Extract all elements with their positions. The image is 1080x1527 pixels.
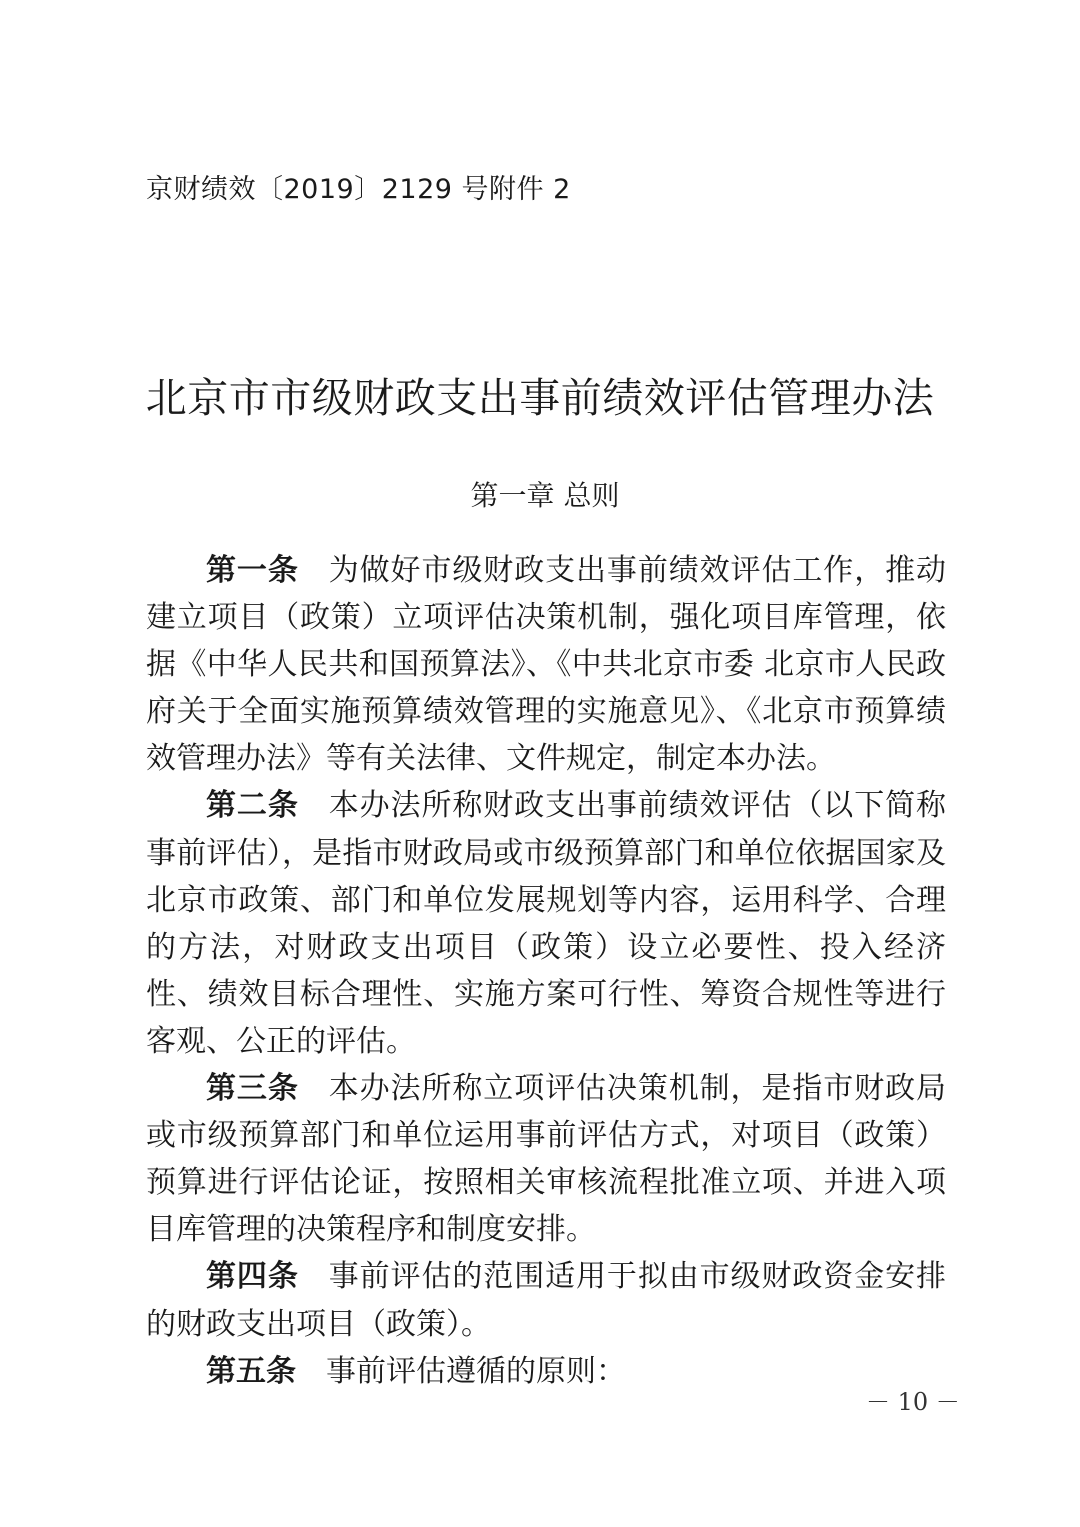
document-body (146, 547, 946, 1395)
article-text: 本办法所称立项评估决策机制，是指市财政局或市级预算部门和单位运用事前评估方式，对项目（政策）预算进行评估论证，按照相关审核流程批准立项、并进入项目库管理的决策程序和制度安排。 (146, 1071, 947, 1248)
article-label: 第五条 (206, 1353, 296, 1389)
document-number: 京财绩效〔2019〕2129 号附件 2 (146, 174, 571, 205)
page-number: － 10 － (866, 1388, 960, 1416)
document-title: 北京市市级财政支出事前绩效评估管理办法 (145, 374, 935, 422)
article-label: 第三条 (206, 1071, 299, 1107)
article-text: 为做好市级财政支出事前绩效评估工作，推动建立项目（政策）立项评估决策机制，强化项目库管理，依据《中华人民共和国预算法》、《中共北京市委 北京市人民政府关于全面实施预算绩效管理的实施意见》、《北京市预算绩效管理办法》等有关法律、文件规定，制定本办法。 (146, 553, 947, 777)
article-2 (146, 782, 946, 1065)
article-label: 第四条 (206, 1259, 299, 1295)
article-label: 第一条 (206, 553, 299, 588)
article-5 (146, 1348, 946, 1395)
article-3 (146, 1065, 946, 1253)
article-label: 第二条 (206, 788, 299, 824)
article-4 (146, 1253, 946, 1347)
article-text: 本办法所称财政支出事前绩效评估（以下简称事前评估），是指市财政局或市级预算部门和单位依据国家及北京市政策、部门和单位发展规划等内容，运用科学、合理的方法，对财政支出项目（政策）设立必要性、投入经济性、绩效目标合理性、实施方案可行性、筹资合规性等进行客观、公正的评估。 (146, 788, 947, 1059)
article-1 (146, 547, 946, 782)
article-text: 事前评估的范围适用于拟由市级财政资金安排的财政支出项目（政策）。 (146, 1259, 947, 1342)
article-text: 事前评估遵循的原则： (326, 1353, 626, 1389)
chapter-heading: 第一章 总则 (470, 479, 620, 512)
